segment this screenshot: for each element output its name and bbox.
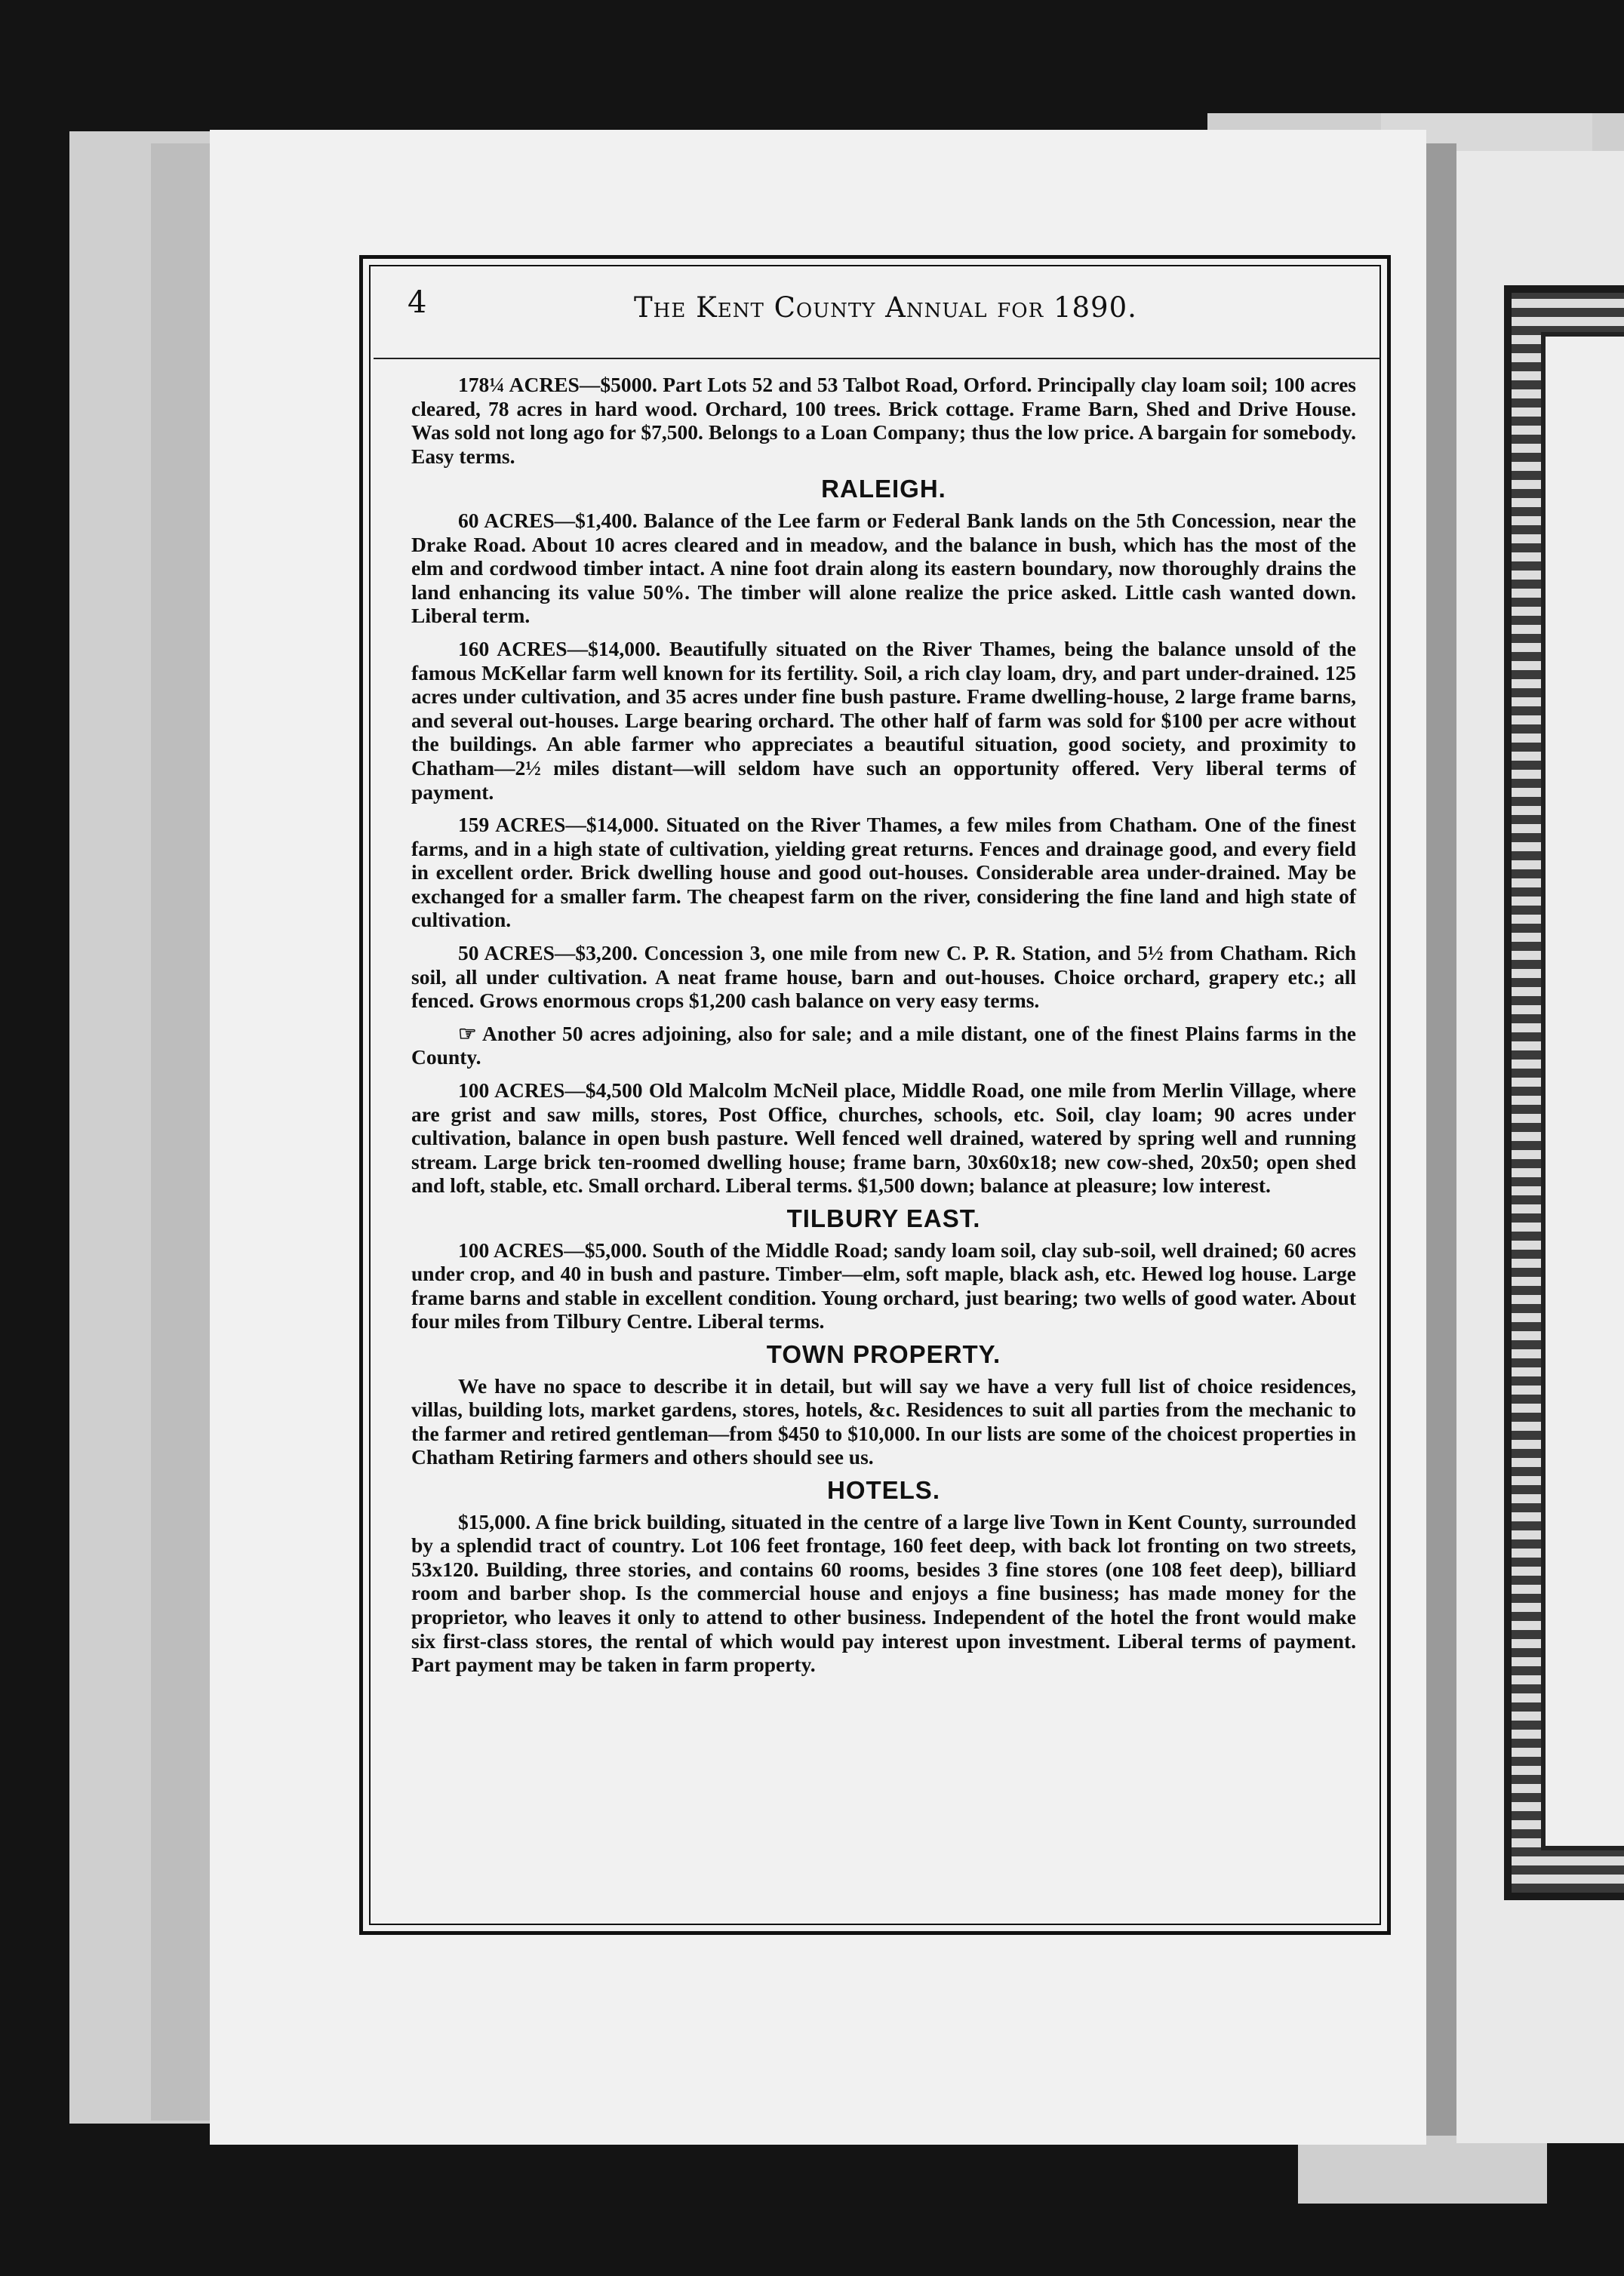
listing-paragraph: 100 ACRES—$5,000. South of the Middle Road; sandy loam soil, clay sub-soil, well drained; 60 acres under crop, and 40 in bush and pasture. Timber—elm, soft maple, black ash, etc. Hewed log house. Large frame barns and stable in excellent condition. Young orchard, just bearing; two wells of good water. About four miles from Tilbury Centre. Liberal terms. [411, 1238, 1356, 1333]
listing-paragraph: 160 ACRES—$14,000. Beautifully situated on the River Thames, being the balance unsold of the famous McKellar farm well known for its fertility. Soil, a rich clay loam, dry, and part under-drained. 125 acres under cultivation, and 35 acres under fine bush pasture. Frame dwelling-house, 2 large frame barns, and several out-houses. Large bearing orchard. The other half of farm was sold for $100 per acre without the buildings. An able farmer who appreciates a beautiful situation, good society, and proximity to Chatham—2½ miles distant—will seldom have such an opportunity offered. Very liberal terms of payment. [411, 636, 1356, 804]
running-title: The Kent County Annual for 1890. [634, 291, 1137, 324]
listing-paragraph: $15,000. A fine brick building, situated in the centre of a large live Town in Kent County, surrounded by a splendid tract of country. Lot 106 feet frontage, 160 feet deep, with back lot fronting on two streets, 53x120. Building, three stories, and contains 60 rooms, besides 3 fine stores (one 108 feet deep), billiard room and barber shop. Is the commercial house and enjoys a fine business; has made money for the proprietor, who leaves it only to attend to other business. Independent of the hotel the front would make six first-class stores, the rental of which would pay interest upon investment. Liberal terms of payment. Part payment may be taken in farm property. [411, 1509, 1356, 1677]
section-heading-raleigh: RALEIGH. [821, 475, 946, 503]
listing-paragraph: 178¼ ACRES—$5000. Part Lots 52 and 53 Talbot Road, Orford. Principally clay loam soil; 100 acres cleared, 78 acres in hard wood. Orchard, 100 trees. Brick cottage. Frame Barn, Shed and Drive House. Was sold not long ago for $7,500. Belongs to a Loan Company; thus the low price. A bargain for somebody. Easy terms. [411, 373, 1356, 468]
left-book-edge-inner [151, 143, 219, 2121]
page-body [411, 373, 1356, 1686]
listing-paragraph: 100 ACRES—$4,500 Old Malcolm McNeil place, Middle Road, one mile from Merlin Village, where are grist and saw mills, stores, Post Office, churches, schools, etc. Soil, clay loam; 90 acres under cultivation, balance in open bush pasture. Well fenced well drained, watered by spring well and running stream. Large brick ten-roomed dwelling house; frame barn, 30x60x18; new cow-shed, 20x50; open shed and loft, stable, etc. Small orchard. Liberal terms. $1,500 down; balance at pleasure; low interest. [411, 1078, 1356, 1198]
listing-paragraph: 50 ACRES—$3,200. Concession 3, one mile from new C. P. R. Station, and 5½ from Chatham. Rich soil, all under cultivation. A neat frame house, barn and out-houses. Choice orchard, grapery etc.; all fenced. Grows enormous crops $1,200 cash balance on very easy terms. [411, 941, 1356, 1013]
header-rule [374, 358, 1380, 359]
page-gutter-shadow [1426, 143, 1456, 2136]
section-heading-tilbury-east: TILBURY EAST. [786, 1204, 981, 1232]
page-number: 4 [408, 285, 427, 320]
section-heading-town-property: TOWN PROPERTY. [766, 1339, 1001, 1368]
listing-paragraph: We have no space to describe it in detail, but will say we have a very full list of choice residences, villas, building lots, market gardens, stores, hotels, &c. Residences to suit all parties from the mechanic to the farmer and retired gentleman—from $450 to $10,000. In our lists are some of the choicest properties in Chatham Retiring farmers and others should see us. [411, 1373, 1356, 1469]
facing-page-ornament-panel [1541, 332, 1624, 1850]
listing-paragraph: ☞ Another 50 acres adjoining, also for sale; and a mile distant, one of the finest Plains farms in the County. [411, 1021, 1356, 1069]
listing-paragraph: 159 ACRES—$14,000. Situated on the River Thames, a few miles from Chatham. One of the finest farms, and in a high state of cultivation, yielding great returns. Fences and drainage good, and every field in excellent order. Brick dwelling house and good out-houses. Considerable area under-drained. May be exchanged for a smaller farm. The cheapest farm on the river, considering the fine land and high state of cultivation. [411, 813, 1356, 932]
section-heading-hotels: HOTELS. [826, 1475, 940, 1504]
listing-paragraph: 60 ACRES—$1,400. Balance of the Lee farm or Federal Bank lands on the 5th Concession, near the Drake Road. About 10 acres cleared and in meadow, and the balance in bush, which has the most of the elm and cordwood timber intact. A nine foot drain along its eastern boundary, now thoroughly drains the land enhancing its value 50%. The timber will alone realize the price asked. Little cash wanted down. Liberal term. [411, 508, 1356, 628]
